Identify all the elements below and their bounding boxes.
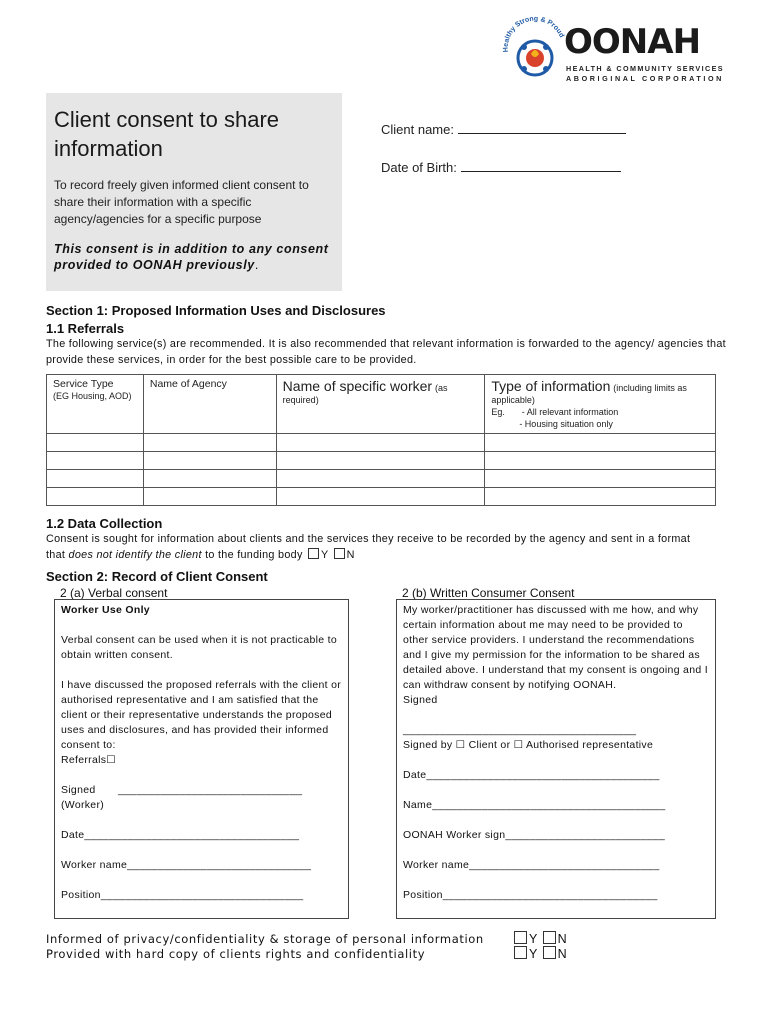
privacy-yes-label: Y (529, 932, 538, 946)
logo-subtitle-1: HEALTH & COMMUNITY SERVICES (566, 64, 724, 73)
col-worker-small: (as (434, 383, 448, 393)
table-cell[interactable] (143, 452, 276, 470)
table-cell[interactable] (143, 470, 276, 488)
verbal-date-field[interactable]: Date___________________________________ (61, 829, 300, 841)
verbal-consent-box (54, 599, 349, 919)
verbal-signed-label: Signed (61, 784, 96, 796)
col-agency: Name of Agency (149, 378, 227, 390)
dob-line[interactable] (461, 161, 621, 172)
page-title: Client consent to share information (54, 107, 280, 161)
client-name-line[interactable] (458, 123, 626, 134)
section1-title: Section 1: Proposed Information Uses and Disclosures (46, 303, 386, 318)
data-collection-end: to the funding body (205, 549, 303, 561)
dob-label: Date of Birth: (381, 160, 457, 175)
signed-by-row (403, 738, 709, 753)
copy-no-label: N (557, 947, 567, 961)
referrals-table (46, 374, 716, 506)
privacy-yn (512, 931, 567, 946)
header-agency (143, 375, 276, 434)
data-collection-text (46, 531, 726, 563)
written-signed-label: Signed (403, 694, 438, 706)
copy-yn (512, 946, 567, 961)
privacy-yes-checkbox[interactable] (514, 931, 527, 944)
col-info-item2: - Housing situation only (519, 419, 613, 429)
col-service-type: Service Type (53, 378, 114, 390)
verbal-signed-line[interactable]: ______________________________ (118, 784, 303, 796)
footer-copy-text: Provided with hard copy of clients rights and confidentiality (46, 947, 426, 961)
written-worker-name-field[interactable]: Worker name_______________________________ (403, 859, 660, 871)
table-cell[interactable] (47, 452, 144, 470)
header-description: To record freely given informed client consent to share their information with a specific agency/agencies for a specific purpose (54, 178, 309, 226)
table-row[interactable] (47, 452, 716, 470)
verbal-position-field[interactable]: Position_________________________________ (61, 889, 304, 901)
copy-yes-label: Y (529, 947, 538, 961)
verbal-p1: Verbal consent can be used when it is not practicable to obtain written consent. (61, 634, 337, 661)
table-row[interactable] (47, 434, 716, 452)
referrals-title: 1.1 Referrals (46, 321, 125, 336)
data-collection-title: 1.2 Data Collection (46, 516, 163, 531)
table-row[interactable] (47, 470, 716, 488)
header-note-text: This consent is in addition to any consent provided to OONAH previously (54, 242, 329, 272)
copy-yes-checkbox[interactable] (514, 946, 527, 959)
table-row[interactable] (47, 488, 716, 506)
table-cell[interactable] (47, 488, 144, 506)
written-name-field[interactable]: Name______________________________________ (403, 799, 666, 811)
table-cell[interactable] (143, 488, 276, 506)
oonah-emblem-icon (500, 14, 570, 84)
header-worker (276, 375, 485, 434)
col-info-item1: - All relevant information (521, 407, 619, 417)
header-note-end: . (254, 258, 259, 272)
written-sign-line[interactable]: ______________________________________ (403, 724, 637, 736)
copy-no-checkbox[interactable] (543, 946, 556, 959)
data-collection-yes-label: Y (320, 549, 329, 561)
col-worker: Name of specific worker (282, 378, 433, 394)
table-cell[interactable] (276, 470, 485, 488)
data-collection-line1: Consent is sought for information about clients and the services they receive to be recorded by the agency and sent in a format (46, 533, 691, 545)
client-name-label: Client name: (381, 122, 454, 137)
authorised-checkbox[interactable]: ☐ (513, 739, 524, 751)
verbal-worker-name-field[interactable]: Worker name______________________________ (61, 859, 312, 871)
logo-name: OONAH (564, 22, 701, 62)
worker-use-only: Worker Use Only (61, 604, 150, 616)
table-cell[interactable] (485, 488, 716, 506)
table-cell[interactable] (485, 470, 716, 488)
verbal-worker-label: (Worker) (61, 799, 105, 811)
header-note (54, 241, 334, 273)
data-collection-no-label: N (346, 549, 355, 561)
referrals-label: Referrals (61, 754, 107, 766)
referrals-text: The following service(s) are recommended. It is also recommended that relevant information is forwarded to the agency/ agencies that provide these services, in order for the best possible care to be provided. (46, 338, 726, 366)
table-cell[interactable] (485, 434, 716, 452)
oonah-worker-sign-field[interactable]: OONAH Worker sign__________________________ (403, 829, 665, 841)
table-cell[interactable] (143, 434, 276, 452)
signed-by-label: Signed by (403, 739, 453, 751)
col-info-type-small: (including limits as (613, 383, 687, 393)
col-service-type-sub: (EG Housing, AOD) (53, 391, 132, 401)
privacy-no-checkbox[interactable] (543, 931, 556, 944)
table-cell[interactable] (47, 434, 144, 452)
dob-field[interactable] (381, 160, 621, 175)
written-consent-title: 2 (b) Written Consumer Consent (402, 586, 575, 600)
table-cell[interactable] (276, 488, 485, 506)
verbal-p2: I have discussed the proposed referrals with the client or authorised representative and I am satisfied that the client or their representative understands the proposed uses and disclosures, and has provided their informed consent to: (61, 679, 342, 751)
privacy-no-label: N (557, 932, 567, 946)
data-collection-italic: does not identify the client (68, 549, 202, 561)
header-service-type (47, 375, 144, 434)
written-consent-box (396, 599, 716, 919)
client-or-label: Client or (468, 739, 511, 751)
section2-title: Section 2: Record of Client Consent (46, 569, 268, 584)
logo-subtitle-2: ABORIGINAL CORPORATION (566, 74, 724, 83)
data-collection-yes-checkbox[interactable] (308, 548, 319, 559)
verbal-signed-row[interactable] (61, 783, 342, 798)
written-date-field[interactable]: Date______________________________________ (403, 769, 660, 781)
client-name-field[interactable] (381, 122, 626, 137)
referrals-checkbox[interactable]: ☐ (106, 754, 117, 766)
authorised-label: Authorised representative (525, 739, 654, 751)
data-collection-no-checkbox[interactable] (334, 548, 345, 559)
col-info-type-sub: applicable) (491, 395, 535, 405)
written-p1: My worker/practitioner has discussed with me how, and why certain information about me may need to be provided to other service providers. I understand the recommendations and I give my permission for the information to be shared as detailed above. I understand that my consent is ongoing and I can withdraw consent by notifying OONAH. (403, 604, 708, 691)
col-info-eg: Eg. (491, 407, 505, 417)
oonah-logo (500, 14, 724, 86)
logo-tagline: Healthy Strong & Proud (502, 15, 565, 53)
col-worker-sub: required) (282, 395, 319, 405)
table-cell[interactable] (47, 470, 144, 488)
table-cell[interactable] (276, 434, 485, 452)
table-cell[interactable] (276, 452, 485, 470)
table-cell[interactable] (485, 452, 716, 470)
col-info-type: Type of information (491, 378, 611, 394)
written-position-field[interactable]: Position___________________________________ (403, 889, 658, 901)
verbal-consent-title: 2 (a) Verbal consent (60, 586, 168, 600)
header-box (46, 93, 342, 291)
client-checkbox[interactable]: ☐ (455, 739, 466, 751)
table-header-row (47, 375, 716, 434)
header-info-type (485, 375, 716, 434)
referrals-option[interactable] (61, 753, 342, 768)
footer-privacy-text: Informed of privacy/confidentiality & storage of personal information (46, 932, 484, 946)
data-collection-that: that (46, 549, 66, 561)
